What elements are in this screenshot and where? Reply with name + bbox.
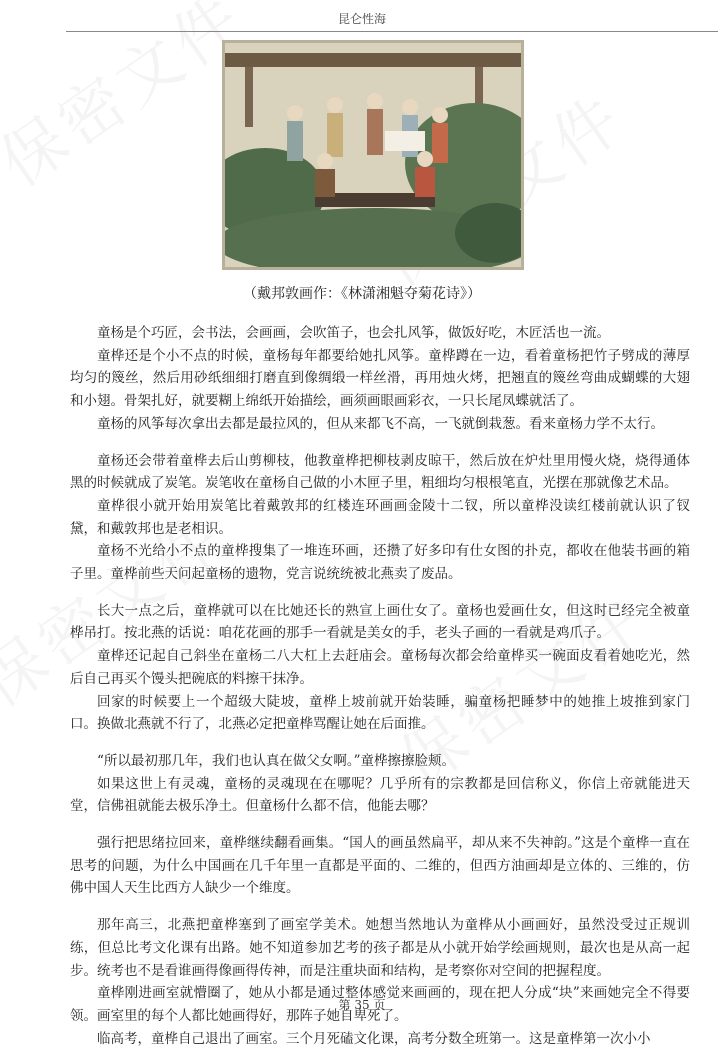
paragraph: 童桦很小就开始用炭笔比着戴敦邦的红楼连环画画金陵十二钗，所以童桦没读红楼前就认识了钗黛，和戴敦邦也是老相识。	[70, 497, 690, 537]
header-divider	[66, 31, 718, 32]
paragraph: 童桦还是个小不点的时候，童杨每年都要给她扎风筝。童桦蹲在一边，看着童杨把竹子劈成的薄厚均匀的篾丝，然后用砂纸细细打磨直到像绸缎一样丝滑，再用烛火烤，把翘直的篾丝弯曲成蝴蝶的大翅和小翅。骨架扎好，就要糊上绵纸开始描绘，画须画眼画彩衣，一只长尾凤蝶就活了。	[70, 347, 690, 410]
paragraph: 童桦刚进画室就懵圈了，她从小都是通过整体感觉来画画的，现在把人分成“块”来画她完全不得要领。画室里的每个人都比她画得好，那阵子她自卑死了。	[70, 985, 690, 1024]
painting-illustration	[225, 43, 521, 267]
paragraph: 童杨还会带着童桦去后山剪柳枝，他教童桦把柳枝剥皮晾干，然后放在炉灶里用慢火烧，烧得通体黑的时候就成了炭笔。炭笔收在童杨自己做的小木匣子里，粗细均匀根根笔直，光摆在那就像艺术品。	[70, 452, 690, 492]
paragraph: 如果这世上有灵魂，童杨的灵魂现在在哪呢？几乎所有的宗教都是回信称义，你信上帝就能进天堂，信佛祖就能去极乐净土。但童杨什么都不信，他能去哪？	[70, 775, 690, 815]
running-header: 昆仑性海	[337, 12, 386, 26]
paragraph: 童杨不光给小不点的童桦搜集了一堆连环画，还攒了好多印有仕女图的扑克，都收在他装书画的箱子里。童桦前些天问起童杨的遗物，党言说统统被北燕卖了废品。	[70, 543, 690, 583]
paragraph: 童杨是个巧匠，会书法，会画画，会吹笛子，也会扎风筝，做饭好吃，木匠活也一流。	[97, 325, 610, 341]
paragraph: 童桦还记起自己斜坐在童杨二八大杠上去赶庙会。童杨每次都会给童桦买一碗面皮看着她吃光，然后自己再买个馒头把碗底的料擦干抹净。	[70, 648, 690, 687]
figure-caption: （戴邦敦画作：《林潇湘魁夺菊花诗》）	[243, 286, 481, 302]
paragraph: 回家的时候要上一个超级大陡坡，童桦上坡前就开始装睡，骗童杨把睡梦中的她推上坡推到家门口。换做北燕就不行了，北燕必定把童桦骂醒让她在后面推。	[70, 693, 690, 733]
article-body	[70, 322, 690, 1050]
paragraph: 强行把思绪拉回来，童桦继续翻看画集。“国人的画虽然扁平，却从来不失神韵。”这是个童桦一直在思考的问题，为什么中国画在几千年里一直都是平面的、二维的，但西方油画却是立体的、三维的，仿佛中国人天生比西方人缺少一个维度。	[70, 835, 690, 897]
paragraph: “所以最初那几年，我们也认真在做父女啊。”童桦擦擦脸颊。	[97, 752, 456, 769]
painting-image	[222, 40, 524, 270]
paragraph: 那年高三，北燕把童桦塞到了画室学美术。她想当然地认为童桦从小画画好，虽然没受过正规训练，但总比考文化课有出路。她不知道参加艺考的孩子都是从小就开始学绘画规则，最次也是从高一起步。统考也不是看谁画得像画得传神，而是注重块面和结构，是考察你对空间的把握程度。	[70, 917, 690, 979]
paragraph: 长大一点之后，童桦就可以在比她还长的熟宣上画仕女了。童杨也爱画仕女，但这时已经完全被童桦吊打。按北燕的话说：咱花花画的那手一看就是美女的手，老头子画的一看就是鸡爪子。	[70, 602, 690, 642]
paragraph: 童杨的风筝每次拿出去都是最拉风的，但从来都飞不高，一飞就倒栽葱。看来童杨力学不太行。	[97, 415, 664, 432]
page-number: 第 35 页	[338, 998, 386, 1012]
paragraph: 临高考，童桦自己退出了画室。三个月死磕文化课，高考分数全班第一。这是童桦第一次小小	[97, 1030, 651, 1047]
